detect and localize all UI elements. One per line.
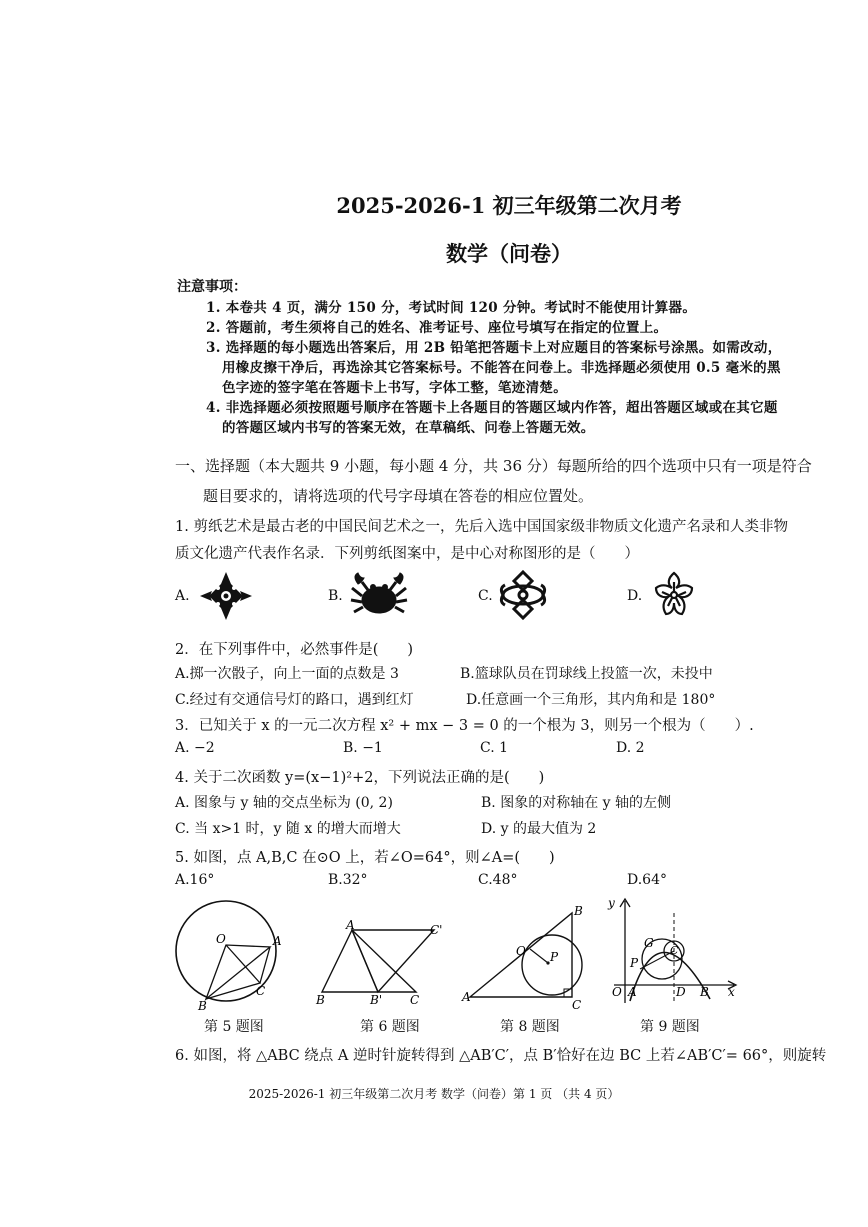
fig8-label-o: O [516, 944, 526, 958]
fig8-label-p: P [550, 950, 559, 964]
fig5-label-b: B [198, 999, 207, 1013]
figure-5-diagram [170, 895, 288, 1013]
papercut-crab-icon [348, 570, 410, 618]
q3-option-a: A. −2 [175, 740, 215, 756]
figure-9-diagram [600, 895, 740, 1007]
exam-subtitle: 数学（问卷） [446, 241, 572, 266]
fig6-label-c-prime: C' [430, 923, 443, 937]
question-3-stem: 3．已知关于 x 的一元二次方程 x² + mx − 3 = 0 的一个根为 3，则另一个根为（ ）. [175, 718, 754, 734]
fig9-label-g: G [644, 936, 654, 950]
figure-8-caption: 第 8 题图 [500, 1019, 560, 1035]
q4-option-b: B. 图象的对称轴在 y 轴的左侧 [481, 795, 671, 811]
q3-option-d: D. 2 [616, 740, 645, 756]
figure-6-diagram [312, 920, 452, 1006]
question-1-line2: 质文化遗产代表作名录．下列剪纸图案中，是中心对称图形的是（ ） [175, 546, 639, 562]
figure-9-caption: 第 9 题图 [640, 1019, 700, 1035]
fig6-label-a: A [346, 920, 355, 932]
q1-option-d: D. [627, 588, 643, 604]
q3-option-c: C. 1 [480, 740, 509, 756]
question-5-stem: 5. 如图，点 A,B,C 在⊙O 上，若∠O=64°，则∠A=( ) [175, 850, 555, 866]
section-heading: 一、选择题（本大题共 9 小题，每小题 4 分，共 36 分）每题所给的四个选项中只有一项是符合 [175, 457, 812, 475]
notice-line: 的答题区域内书写的答案无效，在草稿纸、问卷上答题无效。 [222, 420, 595, 436]
question-6-stem: 6. 如图，将 △ABC 绕点 A 逆时针旋转得到 △AB′C′，点 B′恰好在边 BC 上若∠AB′C′= 66°，则旋转 [175, 1048, 827, 1064]
papercut-cross-icon [198, 570, 254, 622]
q4-option-a: A. 图象与 y 轴的交点坐标为 (0, 2) [175, 795, 393, 811]
exam-title: 2025-2026-1 初三年级第二次月考 [336, 193, 682, 218]
notice-line: 2. 答题前，考生须将自己的姓名、准考证号、座位号填写在指定的位置上。 [206, 320, 668, 336]
fig9-label-b: B [700, 985, 709, 999]
q5-option-b: B.32° [328, 872, 368, 888]
notice-heading: 注意事项： [177, 279, 247, 295]
fig6-label-b-prime: B' [370, 993, 383, 1006]
q1-option-b: B. [328, 588, 343, 604]
papercut-flower-icon [648, 570, 700, 622]
fig9-label-d: D [676, 985, 686, 999]
fig8-label-c: C [572, 998, 582, 1012]
fig8-label-a: A [462, 990, 471, 1004]
fig5-label-o: O [216, 932, 226, 946]
notice-line: 用橡皮擦干净后，再选涂其它答案标号。不能答在问卷上。非选择题必须使用 0.5 毫米的黑 [222, 360, 781, 376]
fig9-label-p: P [630, 956, 639, 970]
fig9-label-y: y [608, 896, 615, 910]
question-4-stem: 4. 关于二次函数 y=(x−1)²+2，下列说法正确的是( ) [175, 770, 545, 786]
fig6-label-b: B [316, 993, 325, 1006]
q2-option-b: B.篮球队员在罚球线上投篮一次，未投中 [460, 666, 713, 682]
fig6-label-c: C [410, 993, 420, 1006]
q5-option-d: D.64° [627, 872, 667, 888]
question-2-stem: 2．在下列事件中，必然事件是( ) [175, 642, 414, 658]
notice-line: 色字迹的签字笔在答题卡上书写，字体工整，笔迹清楚。 [222, 380, 567, 396]
notice-line: 3. 选择题的每小题选出答案后，用 2B 铅笔把答题卡上对应题目的答案标号涂黑。如需改动， [206, 340, 782, 356]
fig5-label-a: A [273, 934, 282, 948]
q5-option-a: A.16° [175, 872, 215, 888]
q2-option-d: D.任意画一个三角形，其内角和是 180° [466, 692, 716, 708]
notice-line: 4. 非选择题必须按照题号顺序在答题卡上各题目的答题区域内作答，超出答题区域或在其它题 [206, 400, 778, 416]
fig5-label-c: C [256, 984, 266, 998]
q2-option-c: C.经过有交通信号灯的路口，遇到红灯 [175, 692, 414, 708]
q1-option-a: A. [175, 588, 190, 604]
question-1-line1: 1. 剪纸艺术是最古老的中国民间艺术之一，先后入选中国国家级非物质文化遗产名录和人类非物 [175, 519, 788, 535]
q3-option-b: B. −1 [343, 740, 383, 756]
notice-line: 1. 本卷共 4 页，满分 150 分，考试时间 120 分钟。考试时不能使用计算器。 [206, 300, 697, 316]
papercut-knot-icon [496, 568, 550, 622]
figure-5-caption: 第 5 题图 [204, 1019, 264, 1035]
q4-option-c: C. 当 x>1 时，y 随 x 的增大而增大 [175, 821, 401, 837]
q5-option-c: C.48° [478, 872, 518, 888]
q2-option-a: A.掷一次骰子，向上一面的点数是 3 [175, 666, 399, 682]
section-heading-cont: 题目要求的，请将选项的代号字母填在答卷的相应位置处。 [203, 487, 594, 505]
page-footer: 2025-2026-1 初三年级第二次月考 数学（问卷）第 1 页 （共 4 页） [248, 1087, 620, 1101]
fig9-label-x: x [728, 985, 735, 999]
q4-option-d: D. y 的最大值为 2 [481, 821, 597, 837]
fig9-label-c: C [670, 944, 679, 957]
fig9-label-a: A [628, 985, 637, 999]
fig8-label-b: B [574, 905, 583, 918]
figure-8-diagram [460, 905, 590, 1013]
fig9-label-o: O [612, 985, 622, 999]
q1-option-c: C. [478, 588, 493, 604]
figure-6-caption: 第 6 题图 [360, 1019, 420, 1035]
